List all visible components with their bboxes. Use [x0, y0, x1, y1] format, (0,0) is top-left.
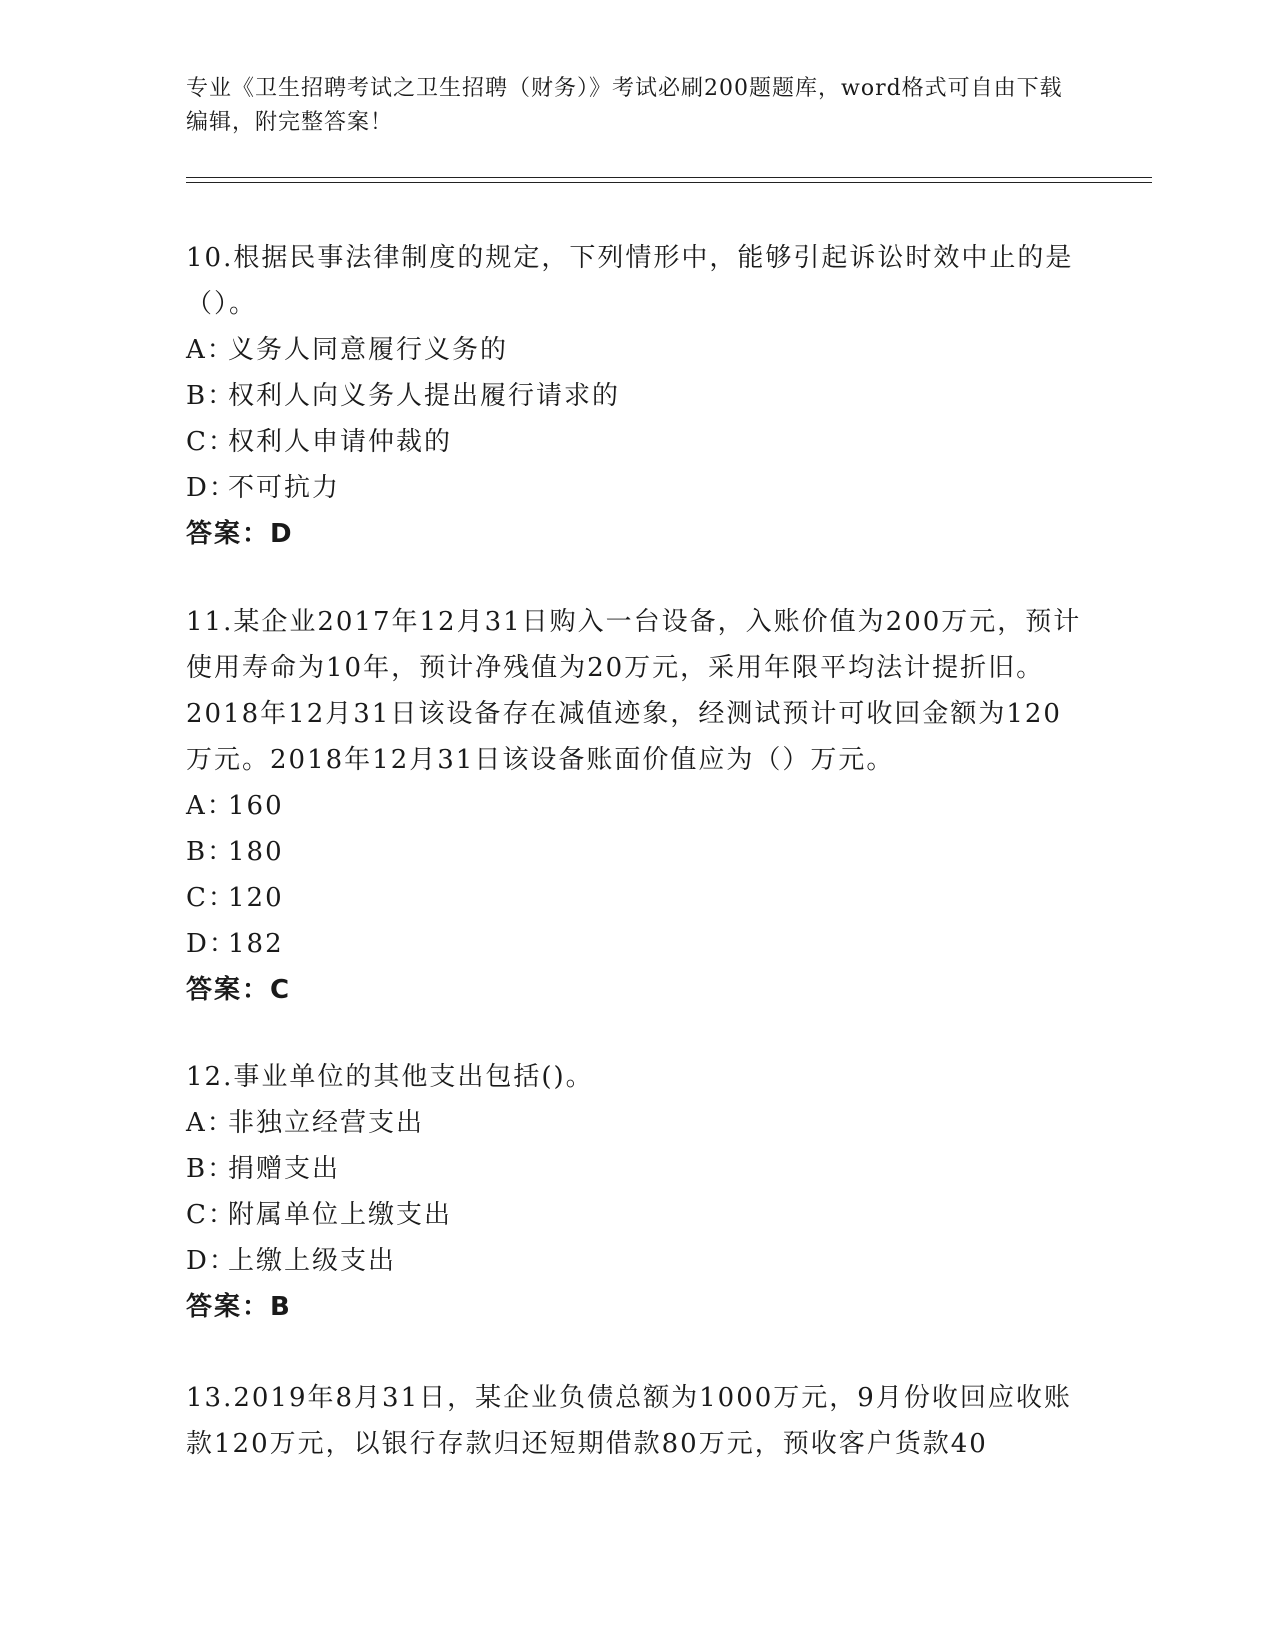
option-text: 权利人申请仲裁的: [228, 427, 453, 457]
option-a: [186, 783, 1086, 829]
question-13: [186, 1375, 1086, 1467]
option-key: C：: [186, 427, 236, 457]
option-text: 182: [228, 929, 284, 959]
option-c: [186, 1192, 1086, 1238]
option-key: B：: [186, 837, 236, 867]
option-text: 权利人向义务人提出履行请求的: [228, 381, 621, 411]
option-key: A：: [186, 791, 235, 821]
question-stem: 10.根据民事法律制度的规定，下列情形中，能够引起诉讼时效中止的是（）。: [186, 243, 1074, 319]
question-stem: 11.某企业2017年12月31日购入一台设备，入账价值为200万元，预计使用寿命为10年，预计净残值为20万元，采用年限平均法计提折旧。2018年12月31日该设备存在减值迹象，经测试预计可收回金额为120万元。2018年12月31日该设备账面价值应为（）万元。: [186, 607, 1082, 775]
question-11: [186, 599, 1086, 1013]
question-12: [186, 1054, 1086, 1330]
option-text: 义务人同意履行义务的: [228, 335, 509, 365]
option-c: [186, 875, 1086, 921]
option-a: [186, 327, 1086, 373]
answer: 答案：B: [186, 1292, 292, 1322]
option-b: [186, 373, 1086, 419]
question-stem: 13.2019年8月31日，某企业负债总额为1000万元，9月份收回应收账款120万元，以银行存款归还短期借款80万元，预收客户货款40: [186, 1383, 1072, 1459]
option-key: C：: [186, 883, 236, 913]
answer: 答案：C: [186, 975, 292, 1005]
option-key: B：: [186, 381, 236, 411]
option-key: D：: [186, 1246, 237, 1276]
option-key: D：: [186, 473, 237, 503]
header-divider-top: [186, 177, 1152, 178]
option-key: C：: [186, 1200, 236, 1230]
option-text: 附属单位上缴支出: [228, 1200, 453, 1230]
option-key: D：: [186, 929, 237, 959]
option-a: [186, 1100, 1086, 1146]
option-key: A：: [186, 335, 235, 365]
option-c: [186, 419, 1086, 465]
option-key: B：: [186, 1154, 236, 1184]
answer: 答案：D: [186, 519, 294, 549]
option-key: A：: [186, 1108, 235, 1138]
option-text: 120: [228, 883, 284, 913]
option-b: [186, 1146, 1086, 1192]
question-10: [186, 235, 1086, 557]
option-text: 180: [228, 837, 284, 867]
option-text: 160: [228, 791, 284, 821]
option-text: 不可抗力: [228, 473, 341, 503]
question-stem: 12.事业单位的其他支出包括()。: [186, 1062, 594, 1092]
option-text: 捐赠支出: [228, 1154, 341, 1184]
header-divider-bottom: [186, 182, 1152, 183]
option-d: [186, 1238, 1086, 1284]
option-text: 上缴上级支出: [228, 1246, 397, 1276]
document-header: 专业《卫生招聘考试之卫生招聘（财务）》考试必刷200题题库，word格式可自由下载编辑，附完整答案！: [186, 76, 1063, 135]
option-d: [186, 921, 1086, 967]
option-d: [186, 465, 1086, 511]
option-text: 非独立经营支出: [228, 1108, 425, 1138]
option-b: [186, 829, 1086, 875]
